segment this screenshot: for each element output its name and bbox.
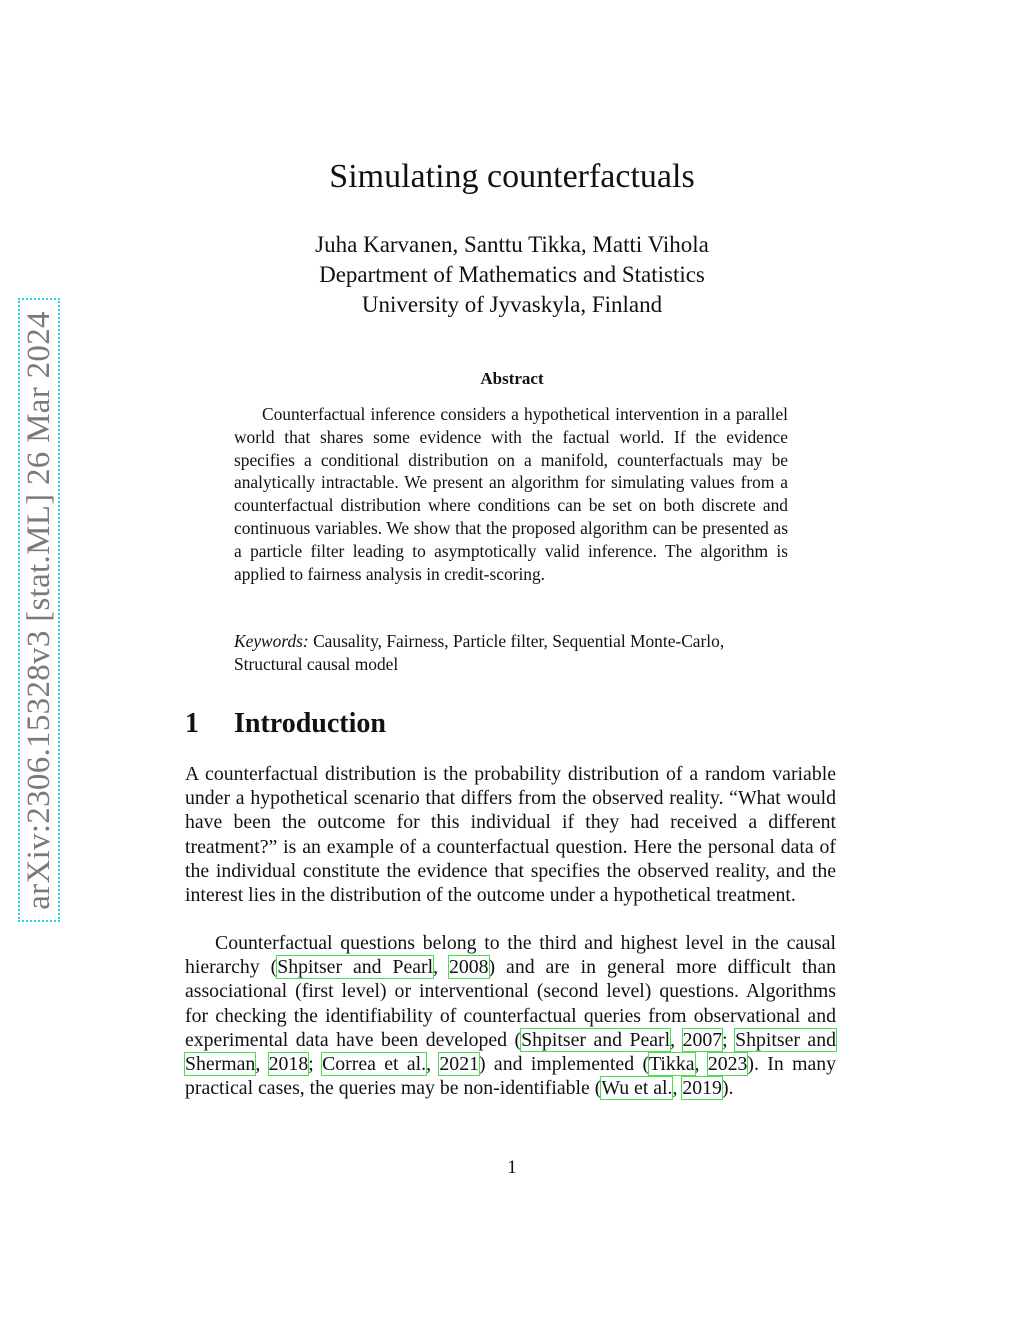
- intro-paragraph-1: A counterfactual distribution is the probability distribution of a random variable under a hypothetical scenario that differs from the observed reality. “What would have been the outcome for this individual if they had received a different treatment?” is an example of a counterfactual question. Here the personal data of the individual constitute the evidence that specifies the observed reality, and the interest lies in the distribution of the outcome under a hypothetical treatment.: [185, 763, 836, 907]
- arxiv-stamp[interactable]: [18, 298, 60, 922]
- text-run: ,: [670, 1028, 683, 1051]
- paper-title: Simulating counterfactuals: [329, 158, 695, 195]
- text-run: ,: [672, 1077, 683, 1100]
- department: Department of Mathematics and Statistics: [319, 262, 705, 287]
- text-run: ,: [426, 1053, 440, 1076]
- intro-paragraph-2: [185, 931, 836, 1100]
- section-title: Introduction: [234, 708, 386, 739]
- citation-link[interactable]: Tikka: [649, 1053, 695, 1076]
- citation-link[interactable]: Shpitser and Sherman: [185, 1028, 836, 1076]
- text-run: ,: [255, 1053, 269, 1076]
- section-number: 1: [185, 708, 199, 739]
- citation-link[interactable]: 2021: [439, 1053, 479, 1076]
- text-run: ) and are in general more difficult than associational (first level) or interventional (second level) questions. Algorithms for checking the identifiability of counterfactual queries from observational and experimental data have been developed (: [185, 956, 836, 1051]
- abstract-text: Counterfactual inference considers a hypothetical intervention in a parallel world that shares some evidence with the factual world. If the evidence specifies a conditional distribution on a manifold, counterfactuals may be analytically intractable. We present an algorithm for simulating values from a counterfactual distribution where conditions can be set on both discrete and continuous variables. We show that the proposed algorithm can be presented as a particle filter leading to asymptotically valid inference. The algorithm is applied to fairness analysis in credit-scoring.: [234, 404, 788, 584]
- university: University of Jyvaskyla, Finland: [361, 292, 663, 317]
- citation-link[interactable]: Correa et al.: [322, 1053, 427, 1076]
- text-run: ,: [433, 956, 449, 979]
- text-run: ). In many practical cases, the queries may be non-identifiable (: [185, 1053, 837, 1100]
- citation-link[interactable]: 2007: [682, 1028, 723, 1051]
- keywords: [234, 630, 788, 676]
- section-heading: [185, 708, 386, 740]
- citation-link[interactable]: Shpitser and Pearl: [521, 1028, 671, 1051]
- author-block: [0, 230, 1024, 320]
- authors: Juha Karvanen, Santtu Tikka, Matti Vihola: [315, 232, 709, 257]
- text-run: ,: [694, 1053, 708, 1076]
- citation-link[interactable]: 2018: [268, 1053, 309, 1076]
- text-run: ).: [721, 1077, 734, 1100]
- abstract-heading: Abstract: [480, 369, 544, 388]
- text-run: ;: [308, 1053, 323, 1076]
- keywords-label: Keywords:: [234, 631, 309, 651]
- text-run: Counterfactual questions belong to the third and highest level in the causal hierarchy (: [185, 932, 836, 979]
- citation-link[interactable]: 2023: [707, 1053, 748, 1076]
- text-run: ) and implemented (: [478, 1053, 650, 1076]
- citation-link[interactable]: Wu et al.: [601, 1077, 673, 1100]
- page-number: 1: [507, 1157, 517, 1178]
- keywords-list: Causality, Fairness, Particle filter, Sequential Monte-Carlo, Structural causal model: [234, 631, 725, 674]
- arxiv-id[interactable]: arXiv:2306.15328v3 [stat.ML] 26 Mar 2024: [20, 310, 57, 910]
- citation-link[interactable]: 2008: [448, 956, 489, 979]
- citation-link[interactable]: 2019: [682, 1077, 722, 1100]
- citation-link[interactable]: Shpitser and Pearl: [277, 956, 434, 979]
- text-run: ;: [722, 1028, 736, 1051]
